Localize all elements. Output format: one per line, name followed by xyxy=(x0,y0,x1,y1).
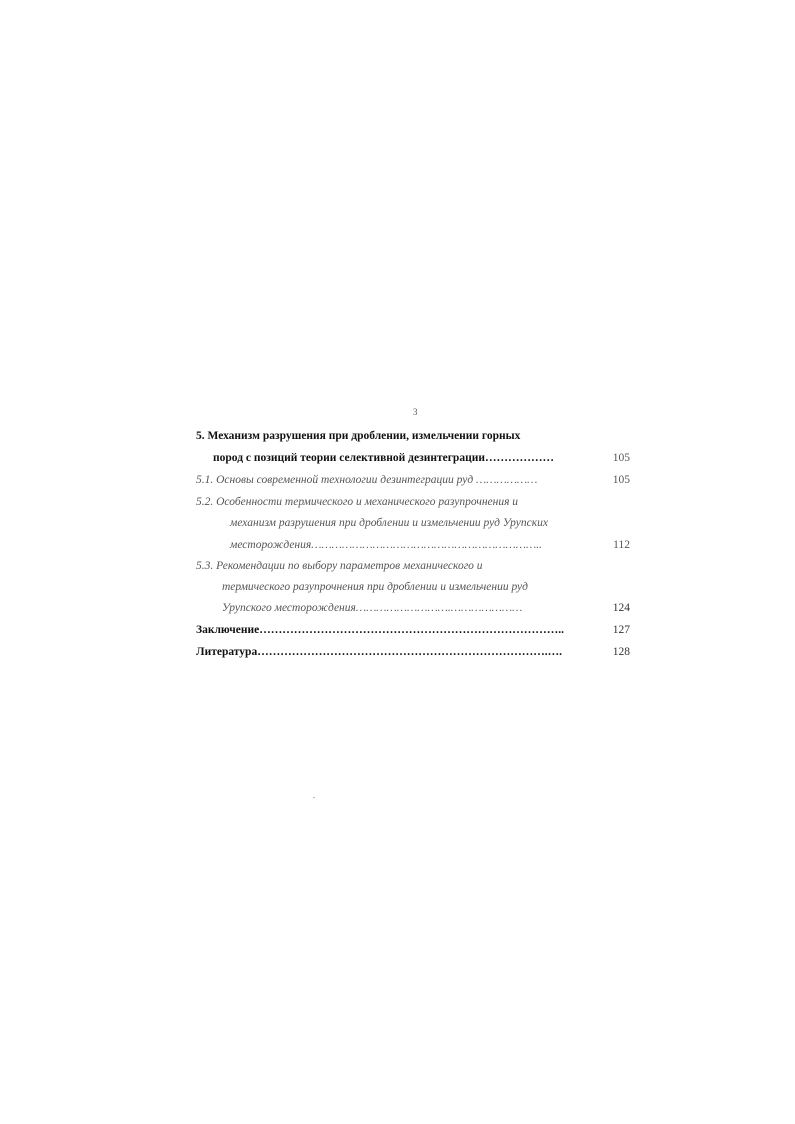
toc-literature: Литература………………………………………………………………….…. xyxy=(196,646,562,658)
toc-conclusion: Заключение…………………………………………………………………….. xyxy=(196,624,564,636)
toc-section-5-2-line-1: 5.2. Особенности термического и механического разупрочнения и xyxy=(196,496,519,508)
toc-chapter-5-page: 105 xyxy=(612,452,630,464)
toc-section-5-2-line-2: механизм разрушения при дроблении и измельчении руд Урупских xyxy=(230,517,548,529)
page-number: 3 xyxy=(413,407,418,417)
toc-chapter-5-line-1: 5. Механизм разрушения при дроблении, измельчении горных xyxy=(196,430,521,442)
toc-section-5-3-line-3: Урупского месторождения……………………….………………… xyxy=(222,602,523,614)
toc-section-5-2-page: 112 xyxy=(613,539,630,551)
toc-section-5-3-line-2: термического разупрочнения при дроблении и измельчении руд xyxy=(222,581,528,593)
scan-speck xyxy=(313,797,315,798)
toc-conclusion-page: 127 xyxy=(612,624,630,636)
toc-section-5-2-line-3: месторождения………………………………………………………….. xyxy=(230,539,542,551)
toc-section-5-1-page: 105 xyxy=(612,474,630,486)
toc-section-5-1: 5.1. Основы современной технологии дезинтеграции руд ……………… xyxy=(196,474,538,486)
toc-chapter-5-line-2: пород с позиций теории селективной дезинтеграции……………… xyxy=(213,452,554,464)
toc-section-5-3-line-1: 5.3. Рекомендации по выбору параметров механического и xyxy=(196,560,483,572)
toc-section-5-3-page: 124 xyxy=(612,602,630,614)
toc-literature-page: 128 xyxy=(612,646,630,658)
